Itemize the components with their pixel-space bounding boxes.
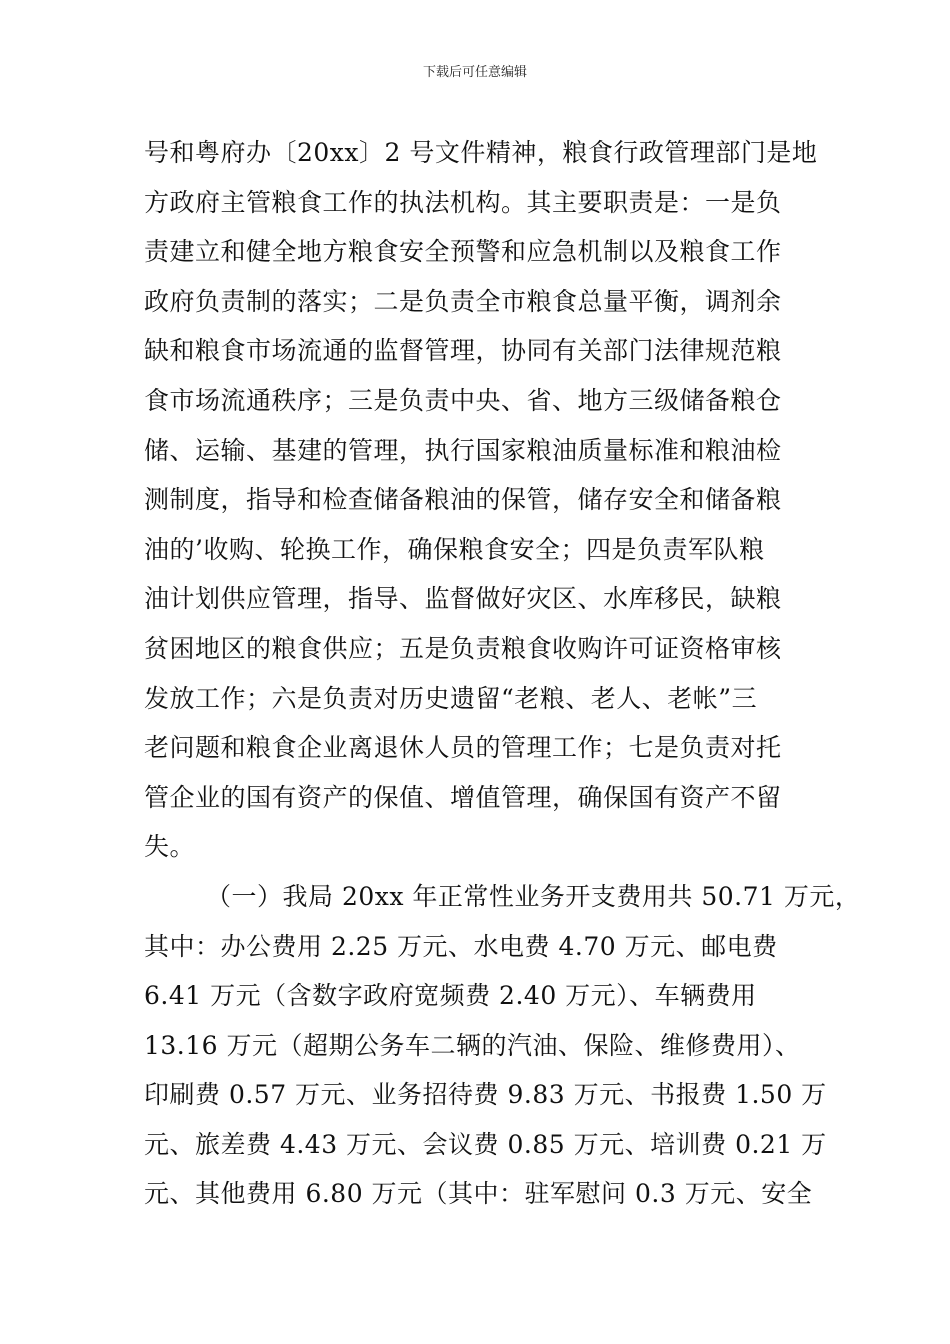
text-line: （一）我局 20xx 年正常性业务开支费用共 50.71 万元， — [206, 881, 861, 911]
document-body — [144, 128, 861, 1219]
text-line: 管企业的国有资产的保值、增值管理，确保国有资产不留 — [144, 782, 782, 812]
text-line: 发放工作；六是负责对历史遗留“老粮、老人、老帐”三 — [144, 683, 758, 713]
text-line: 6.41 万元（含数字政府宽频费 2.40 万元）、车辆费用 — [144, 981, 757, 1011]
paragraph-duties — [144, 128, 824, 872]
text-line: 储、运输、基建的管理，执行国家粮油质量标准和粮油检 — [144, 435, 782, 465]
text-line: 13.16 万元（超期公务车二辆的汽油、保险、维修费用）、 — [144, 1030, 801, 1060]
text-line: 失。 — [144, 832, 196, 862]
text-line: 油计划供应管理，指导、监督做好灾区、水库移民，缺粮 — [144, 584, 782, 614]
text-line: 政府负责制的落实；二是负责全市粮食总量平衡，调剂余 — [144, 286, 782, 316]
text-line: 印刷费 0.57 万元、业务招待费 9.83 万元、书报费 1.50 万 — [144, 1080, 827, 1110]
text-line: 号和粤府办〔20xx〕2 号文件精神，粮食行政管理部门是地 — [144, 138, 818, 167]
text-line: 老问题和粮食企业离退休人员的管理工作；七是负责对托 — [144, 733, 782, 763]
text-line: 元、旅差费 4.43 万元、会议费 0.85 万元、培训费 0.21 万 — [144, 1129, 827, 1159]
text-line: 缺和粮食市场流通的监督管理，协同有关部门法律规范粮 — [144, 336, 782, 366]
text-line: 责建立和健全地方粮食安全预警和应急机制以及粮食工作 — [144, 237, 782, 267]
text-line: 方政府主管粮食工作的执法机构。其主要职责是：一是负 — [144, 187, 782, 217]
text-line: 测制度，指导和检查储备粮油的保管，储存安全和储备粮 — [144, 485, 782, 515]
text-line: 元、其他费用 6.80 万元（其中：驻军慰问 0.3 万元、安全 — [144, 1179, 813, 1209]
paragraph-expenses — [144, 872, 861, 1219]
text-line: 贫困地区的粮食供应；五是负责粮食收购许可证资格审核 — [144, 633, 782, 663]
text-line: 其中：办公费用 2.25 万元、水电费 4.70 万元、邮电费 — [144, 931, 778, 961]
page-header-note: 下载后可任意编辑 — [422, 65, 527, 80]
text-line: 油的’收购、轮换工作，确保粮食安全；四是负责军队粮 — [144, 534, 765, 564]
text-line: 食市场流通秩序；三是负责中央、省、地方三级储备粮仓 — [144, 385, 782, 415]
